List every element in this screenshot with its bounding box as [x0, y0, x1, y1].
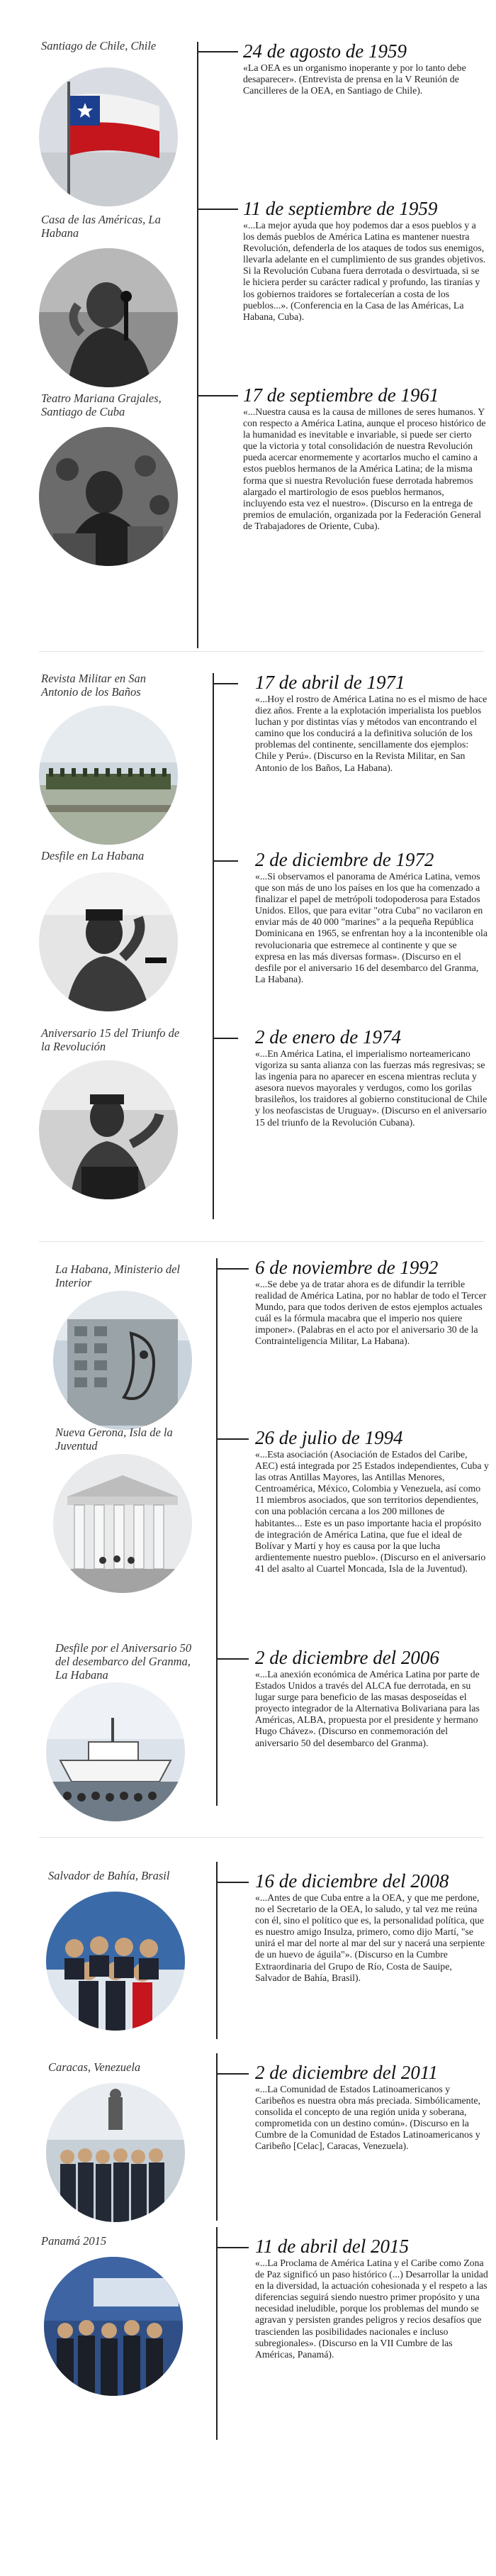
entry-photo	[39, 1060, 178, 1199]
entry-text: «...Antes de que Cuba entre a la OEA, y que me perdone, no el Secretario de la OEA, lo saludo, y tal vez me reúna con él, sino el político que es, la personalidad política, que es nuestro amigo Insulza, primero, como dijo Martí, "se unirá el mar del norte al mar del sur y nacerá una serpiente de un huevo de águila"». (Discurso en la Cumbre Extraordinaria del Grupo de Río, Costa de Sauipe, Salvador de Bahía, Brasil).	[255, 1892, 485, 1983]
entry-text: «...La mejor ayuda que hoy podemos dar a esos pueblos y a los demás pueblos de América Latina es mantener nuestra Revolución, defenderla de los ataques de todos sus enemigos, llevarla adelante en el cumplimiento de sus grandes objetivos. Si la Revolución Cubana fuera derrotada o desvirtuada, si se le hiciera perder su carácter radical y profundo, las tiranías y los gobiernos traidores se fortalecerían a costa de los pueblos...». (Conferencia en la Casa de las Américas, La Habana, Cuba).	[243, 220, 486, 322]
granma-yacht-parade-photo	[46, 1682, 185, 1821]
entry-location: Desfile en La Habana	[41, 849, 145, 862]
entry-location: Casa de las Américas, La Habana	[41, 213, 161, 240]
entry-text: «...Si observamos el panorama de América Latina, vemos que son más de uno los países en los que ha comenzado a finalizar el papel de metrópoli todopoderosa para Estados Unidos. Ellos, que para evitar "otra Cuba" no vacilaron en enviar más de 40 000 "marines" a la pequeña República Dominicana en 1965, se enfrentan hoy a la incontenible ola revolucionaria que estremece al continente y que se expresa en las más diversas formas». (Discurso en el desfile por el aniversario 16 del desembarco del Granma, La Habana).	[255, 871, 487, 984]
entry-date: 26 de julio de 1994	[255, 1427, 403, 1448]
entry-location: Caracas, Venezuela	[48, 2060, 141, 2074]
entry-photo	[46, 1682, 185, 1821]
celac-leaders-photo	[46, 2083, 185, 2222]
entry-location: Teatro Mariana Grajales, Santiago de Cuba	[41, 392, 162, 418]
entry-location: Salvador de Bahía, Brasil	[48, 1869, 170, 1882]
entry-location: Aniversario 15 del Triunfo de la Revolución	[41, 1026, 180, 1053]
summit-americas-photo	[44, 2257, 183, 2396]
entry-date: 11 de abril del 2015	[255, 2236, 409, 2257]
entry-date: 2 de diciembre del 2011	[255, 2062, 438, 2083]
entry-photo	[46, 2083, 185, 2222]
entry-text: «...Nuestra causa es la causa de millones de seres humanos. Y con respecto a América Latina, aunque el proceso histórico de la humanidad es inevitable e invariable, si puede ser cierto que la victoria y total consolidación de nuestra Revolución pueda acercar enormemente y acortarlos mucho el camino a estos pueblos hermanos de la América Latina; de la misma forma que si nuestra Revolución fuese derrotada habremos alargado el martirologio de esos pueblos hermanos, incluyendo esta vez el nuestro». (Discurso en la entrega de premios de emulación, organizada por la Federación General de Trabajadores de Oriente, Cuba).	[243, 406, 486, 531]
entry-photo	[39, 427, 178, 566]
entry-photo	[39, 67, 178, 206]
military-parade-photo	[39, 706, 178, 845]
entry-photo	[46, 1892, 185, 2031]
entry-date: 16 de diciembre del 2008	[255, 1870, 449, 1892]
entry-location: La Habana, Ministerio del Interior	[55, 1262, 180, 1289]
entry-text: «La OEA es un organismo inoperante y por lo tanto debe desaparecer». (Entrevista de prensa en la V Reunión de Cancilleres de la OEA, en Santiago de Chile).	[243, 62, 466, 96]
entry-date: 2 de diciembre de 1972	[255, 849, 434, 870]
entry-text: «...Hoy el rostro de América Latina no es el mismo de hace diez años. Frente a la explotación imperialista los pueblos luchan y por distintas vías y métodos van encontrando el camino que los conducirá a la definitiva solución de los problemas del continente, sencillamente dos ejemplos: Chile y Perú». (Discurso en la Revista Militar, en San Antonio de los Baños, La Habana).	[255, 694, 487, 773]
entry-photo	[39, 872, 178, 1011]
entry-text: «...Esta asociación (Asociación de Estados del Caribe, AEC) está integrada por 25 Estados independientes, Cuba y las otras Antillas Mayores, las Antillas Menores, Centroamérica, México, Colombia y Venezuela, así como 11 miembros asociados, que son territorios dependientes, con una población cercana a los 200 millones de habitantes... Este es un paso importante hacia el propósito de integración de América Latina, que fue el ideal de Bolívar y Martí y hoy es causa por la que lucha ardientemente nuestro pueblo». (Discurso en el aniversario 41 del asalto al Cuartel Moncada, Isla de la Juventud).	[255, 1449, 489, 1574]
entry-date: 24 de agosto de 1959	[243, 40, 407, 62]
officer-saluting-photo	[39, 872, 178, 1011]
chilean-flag-photo	[39, 67, 178, 206]
entry-date: 11 de septiembre de 1959	[243, 198, 438, 219]
entry-text: «...Se debe ya de tratar ahora es de difundir la terrible realidad de América Latina, por no hablar de todo el Tercer Mundo, para que todos deriven de estos ejemplos actuales cuál es la fórmula macabra que el imperio nos quiere imponer». (Palabras en el acto por el aniversario 30 de la Contrainteligencia Militar, La Habana).	[255, 1279, 487, 1347]
entry-location: Panamá 2015	[41, 2234, 107, 2248]
entry-location: Desfile por el Aniversario 50 del desembarco del Granma, La Habana	[55, 1641, 192, 1682]
entry-location: Nueva Gerona, Isla de la Juventud	[55, 1426, 173, 1453]
entry-date: 2 de diciembre del 2006	[255, 1647, 439, 1668]
entry-photo	[44, 2257, 183, 2396]
entry-date: 17 de septiembre de 1961	[243, 384, 439, 406]
speaker-at-podium-photo	[39, 1060, 178, 1199]
entry-date: 2 de enero de 1974	[255, 1026, 401, 1048]
entry-date: 6 de noviembre de 1992	[255, 1257, 439, 1278]
entry-text: «...En América Latina, el imperialismo norteamericano vigoriza su santa alianza con las fuerzas más regresivas; se las ingenia para no aparecer en escena mientras recluta y asesora nuevos mayorales y verdugos, como los gorilas brasileños, los traidores al gobierno constitucional de Chile y los neofascistas de Uruguay». (Discurso en el aniversario 15 del triunfo de la Revolución Cubana).	[255, 1048, 487, 1128]
entry-text: «...La Comunidad de Estados Latinoamericanos y Caribeños es nuestra obra más preciada. Simbólicamente, consolida el concepto de una región unida y soberana, comprometida con un destino común». (Discurso en la Cumbre de la Comunidad de Estados Latinoamericanos y Caribeño [Celac], Caracas, Venezuela).	[255, 2084, 480, 2152]
entry-location: Revista Militar en San Antonio de los Baños	[41, 672, 147, 699]
ministry-building-photo	[53, 1291, 192, 1430]
entry-photo	[39, 706, 178, 845]
entry-photo	[39, 248, 178, 387]
speaker-with-audience-photo	[39, 427, 178, 566]
summit-leaders-group-photo	[46, 1892, 185, 2031]
entry-text: «...La anexión económica de América Latina por parte de Estados Unidos a través del ALCA fue derrotada, en su lugar surge para beneficio de las masas desposeídas el proyecto integrador de la Alternativa Bolivariana para las Américas, ALBA, propuesta por el presidente y hermano Hugo Chávez». (Discurso en conmemoración del aniversario 50 del desembarco del Granma).	[255, 1669, 480, 1748]
entry-photo	[53, 1454, 192, 1593]
entry-photo	[53, 1291, 192, 1430]
speaker-at-microphone-photo	[39, 248, 178, 387]
colonnade-building-photo	[53, 1454, 192, 1593]
entry-date: 17 de abril de 1971	[255, 672, 405, 693]
entry-text: «...La Proclama de América Latina y el Caribe como Zona de Paz significó un paso histórico (...) Desarrollar la unidad en la diversidad, la actuación cohesionada y el respeto a las diferencias seguirá siendo nuestro primer propósito y una necesidad ineludible, porque los problemas del mundo se agravan y persisten grandes peligros y recios desafíos que trascienden las posibilidades nacionales e incluso subregionales». (Discurso en la VII Cumbre de las Américas, Panamá).	[255, 2258, 488, 2360]
entry-location: Santiago de Chile, Chile	[41, 39, 157, 52]
